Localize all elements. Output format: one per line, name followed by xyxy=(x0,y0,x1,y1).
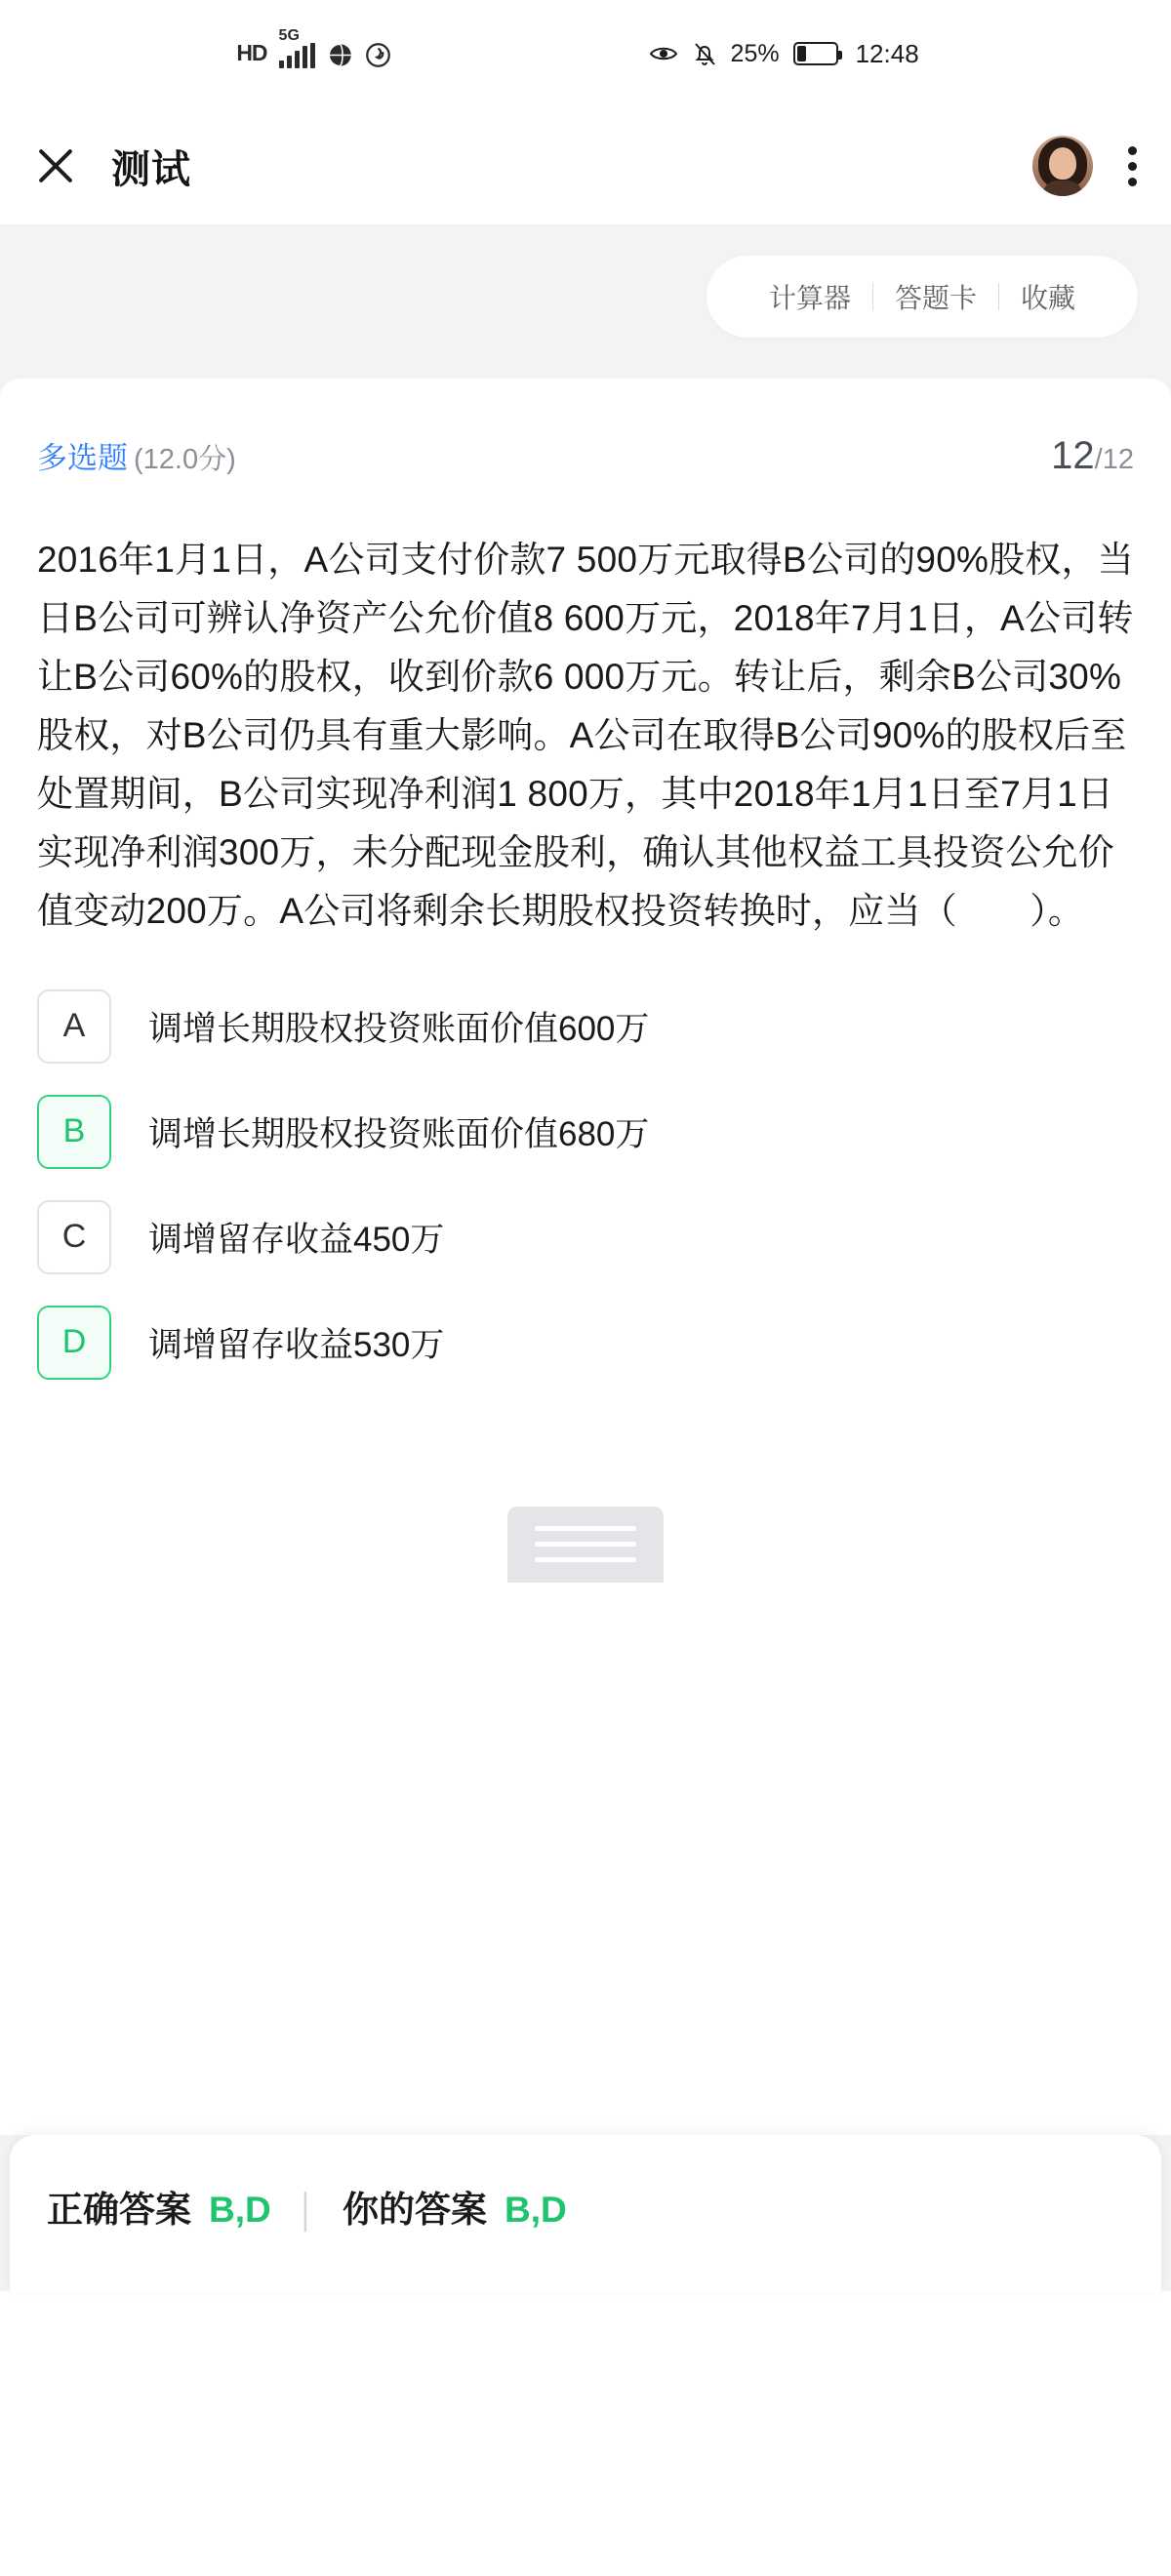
avatar[interactable] xyxy=(1032,136,1093,196)
battery-percent-label: 25% xyxy=(730,39,780,67)
hd-badge-icon: HD xyxy=(236,39,267,65)
option-key-a[interactable]: A xyxy=(37,989,111,1064)
option-text-b: 调增长期股权投资账面价值680万 xyxy=(148,1114,650,1153)
status-bar-content xyxy=(236,26,919,69)
tool-answer-card[interactable]: 答题卡 xyxy=(894,283,977,313)
status-bar xyxy=(0,0,1171,107)
answer-divider: │ xyxy=(296,2193,317,2230)
your-answer-label: 你的答案 xyxy=(342,2190,487,2230)
tools-row xyxy=(0,224,1171,379)
option-row-c[interactable] xyxy=(37,1200,1134,1274)
app-header xyxy=(0,107,1171,224)
app-header-actions xyxy=(1032,136,1138,196)
network-type-label: 5G xyxy=(278,26,300,44)
status-left-icons xyxy=(236,26,390,68)
option-text-c: 调增留存收益450万 xyxy=(148,1220,445,1259)
correct-answer-value: B,D xyxy=(209,2190,271,2230)
question-meta xyxy=(37,379,1134,478)
eye-icon xyxy=(649,43,678,64)
battery-icon xyxy=(793,42,838,65)
tools-pill xyxy=(707,256,1138,338)
status-right-icons xyxy=(649,39,919,69)
tool-favorite[interactable]: 收藏 xyxy=(1020,283,1075,313)
option-key-c[interactable]: C xyxy=(37,1200,111,1274)
your-answer-value: B,D xyxy=(504,2190,567,2230)
option-row-a[interactable] xyxy=(37,989,1134,1064)
option-row-d[interactable] xyxy=(37,1306,1134,1380)
option-key-b[interactable]: B xyxy=(37,1095,111,1169)
answer-sheet[interactable] xyxy=(10,2135,1161,2291)
more-options-icon[interactable] xyxy=(1126,146,1138,186)
option-text-d: 调增留存收益530万 xyxy=(148,1325,445,1364)
music-circle-icon xyxy=(365,42,391,68)
question-index-total: /12 xyxy=(1094,444,1134,475)
question-card xyxy=(0,379,1171,2135)
options-list xyxy=(37,989,1134,1380)
globe-icon xyxy=(327,42,353,68)
tool-calculator[interactable]: 计算器 xyxy=(768,283,851,313)
page-title: 测试 xyxy=(111,147,191,191)
question-text: 2016年1月1日，A公司支付价款7 500万元取得B公司的90%股权，当日B公司可辨认净资产公允价值8 600万元，2018年7月1日，A公司转让B公司60%的股权，收到价款6 000万元。转让后，剩余B公司30%股权，对B公司仍具有重大影响。A公司在取得B公司90%的股权后至处置期间，B公司实现净利润1 800万，其中2018年1月1日至7月1日实现净利润300万，未分配现金股利，确认其他权益工具投资公允价值变动200万。A公司将剩余长期股权投资转换时，应当（ ）。 xyxy=(37,540,1134,931)
option-text-a: 调增长期股权投资账面价值600万 xyxy=(148,1009,650,1048)
question-score-label: (12.0分) xyxy=(134,444,236,475)
question-index-current: 12 xyxy=(1051,434,1095,477)
signal-bars-icon xyxy=(278,26,315,68)
signal-strength-icon xyxy=(279,43,315,68)
bell-muted-icon xyxy=(692,40,717,67)
sheet-drag-handle-wrap xyxy=(37,1507,1134,1583)
content-area xyxy=(0,224,1171,2291)
close-icon[interactable] xyxy=(33,143,78,188)
correct-answer-label: 正确答案 xyxy=(47,2190,191,2230)
question-index xyxy=(1051,434,1134,478)
option-row-b[interactable] xyxy=(37,1095,1134,1169)
drag-handle-icon[interactable] xyxy=(507,1507,664,1583)
status-clock: 12:48 xyxy=(855,38,919,68)
question-type-label: 多选题 xyxy=(37,441,128,475)
option-key-d[interactable]: D xyxy=(37,1306,111,1380)
